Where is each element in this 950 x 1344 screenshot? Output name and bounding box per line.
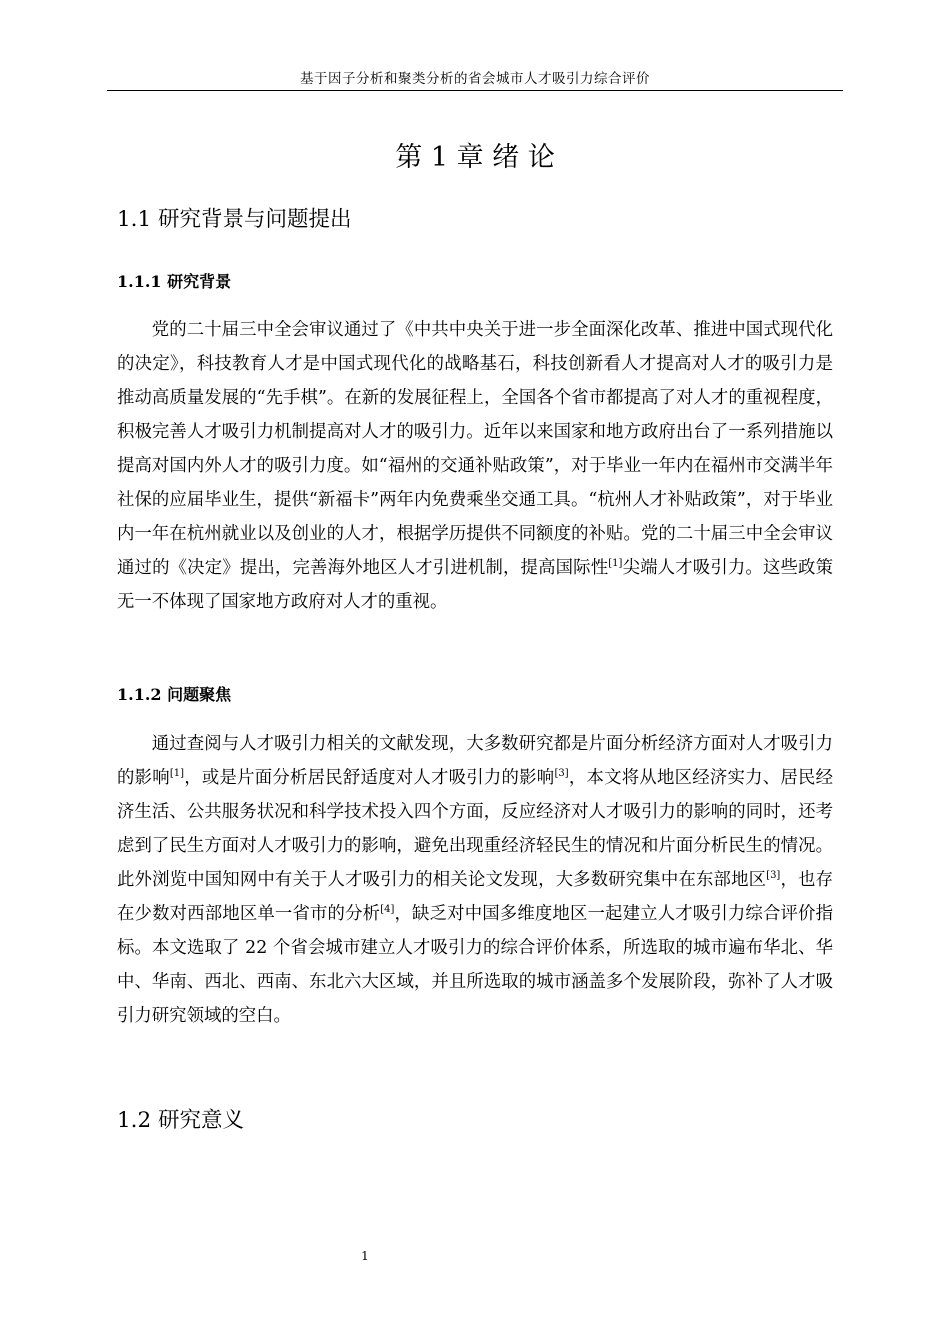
section-title-1-1: 1.1 研究背景与问题提出: [117, 207, 352, 232]
paragraph-research-background: [117, 313, 833, 619]
subsection-title-1-1-2: 1.1.2 问题聚焦: [117, 685, 232, 704]
citation: [4]: [380, 904, 395, 916]
section-title-1-2: 1.2 研究意义: [117, 1108, 245, 1133]
paragraph-text: 尖端人才吸引力。这些政策无一不体现了国家地方政府对人才的重视。: [117, 558, 833, 612]
paragraph-text: ，或是片面分析居民舒适度对人才吸引力的影响: [184, 768, 555, 788]
header-rule: [107, 90, 843, 91]
subsection-title-1-1-1: 1.1.1 研究背景: [117, 272, 232, 291]
page-number: 1: [361, 1249, 369, 1263]
running-header: 基于因子分析和聚类分析的省会城市人才吸引力综合评价: [300, 71, 650, 87]
chapter-title: 第 1 章 绪 论: [395, 142, 555, 173]
citation: [3]: [554, 768, 569, 780]
citation: [1]: [608, 558, 623, 570]
paragraph-text: 党的二十届三中全会审议通过了《中共中央关于进一步全面深化改革、推进中国式现代化的决定》，科技教育人才是中国式现代化的战略基石，科技创新看人才提高对人才的吸引力是推动高质量发展的“先手棋”。在新的发展征程上，全国各个省市都提高了对人才的重视程度，积极完善人才吸引力机制提高对人才的吸引力。近年以来国家和地方政府出台了一系列措施以提高对国内外人才的吸引力度。如“福州的交通补贴政策”，对于毕业一年内在福州市交满半年社保的应届毕业生，提供“新福卡”两年内免费乘坐交通工具。“杭州人才补贴政策”，对于毕业内一年在杭州就业以及创业的人才，根据学历提供不同额度的补贴。党的二十届三中全会审议通过的《决定》提出，完善海外地区人才引进机制，提高国际性: [117, 320, 833, 578]
paragraph-text: ，本文将从地区经济实力、居民经济生活、公共服务状况和科学技术投入四个方面，反应经济对人才吸引力的影响的同时，还考虑到了民生方面对人才吸引力的影响，避免出现重经济轻民生的情况和片面分析民生的情况。此外浏览中国知网中有关于人才吸引力的相关论文发现，大多数研究集中在东部地区: [117, 768, 833, 890]
citation: [1]: [169, 768, 185, 780]
paragraph-text: ，也存在少数对西部地区单一省市的分析: [117, 870, 833, 924]
paragraph-problem-focus: [117, 727, 833, 1033]
citation: [3]: [766, 870, 781, 882]
paragraph-text: 通过查阅与人才吸引力相关的文献发现，大多数研究都是片面分析经济方面对人才吸引力的影响: [117, 734, 833, 788]
paragraph-text: ，缺乏对中国多维度地区一起建立人才吸引力综合评价指标。本文选取了 22 个省会城市建立人才吸引力的综合评价体系，所选取的城市遍布华北、华中、华南、西北、西南、东北六大区域，并且所选取的城市涵盖多个发展阶段，弥补了人才吸引力研究领域的空白。: [117, 904, 833, 1026]
